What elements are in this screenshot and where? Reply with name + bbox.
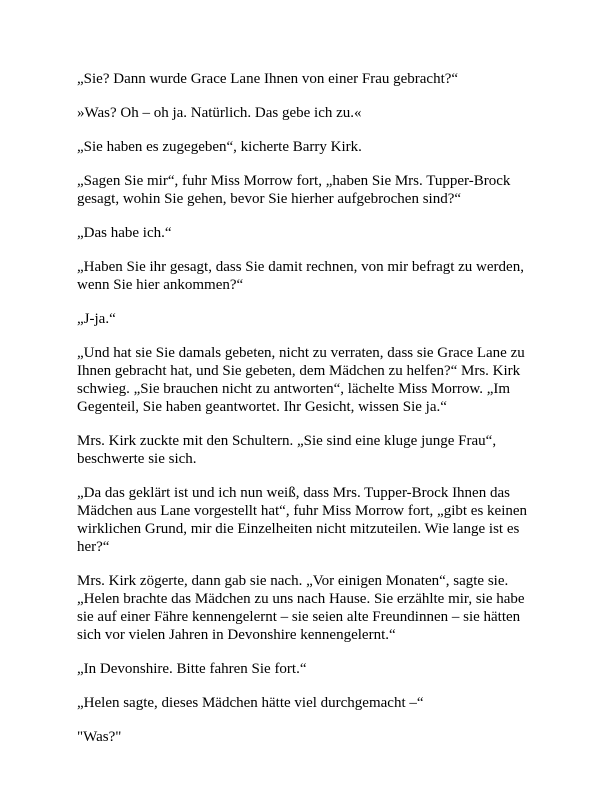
paragraph: Mrs. Kirk zögerte, dann gab sie nach. „Vor einigen Monaten“, sagte sie. „Helen brachte das Mädchen zu uns nach Hause. Sie erzählte mir, sie habe sie auf einer Fähre kennengelernt – sie seien alte Freundinnen – sie hätten sich vor vielen Jahren in Devonshire kennengelernt.“ [77,573,525,643]
paragraph: Mrs. Kirk zuckte mit den Schultern. „Sie sind eine kluge junge Frau“, beschwerte sie sich. [77,433,497,467]
paragraph: „In Devonshire. Bitte fahren Sie fort.“ [77,661,307,677]
paragraph: „Das habe ich.“ [77,225,172,241]
paragraph: „Sie haben es zugegeben“, kicherte Barry Kirk. [77,139,362,155]
paragraph: „Sagen Sie mir“, fuhr Miss Morrow fort, „haben Sie Mrs. Tupper-Brock gesagt, wohin Sie gehen, bevor Sie hierher aufgebrochen sind?“ [77,173,511,207]
paragraph: „J-ja.“ [77,311,116,327]
document-page [77,70,537,762]
paragraph: „Helen sagte, dieses Mädchen hätte viel durchgemacht –“ [77,695,424,711]
paragraph: »Was? Oh – oh ja. Natürlich. Das gebe ich zu.« [77,105,362,121]
paragraph: „Und hat sie Sie damals gebeten, nicht zu verraten, dass sie Grace Lane zu Ihnen gebracht hat, und Sie gebeten, dem Mädchen zu helfen?“ Mrs. Kirk schwieg. „Sie brauchen nicht zu antworten“, lächelte Miss Morrow. „Im Gegenteil, Sie haben geantwortet. Ihr Gesicht, wissen Sie ja.“ [77,345,525,415]
paragraph: "Was?" [77,729,122,745]
paragraph: „Sie? Dann wurde Grace Lane Ihnen von einer Frau gebracht?“ [77,71,459,87]
paragraph: „Da das geklärt ist und ich nun weiß, dass Mrs. Tupper-Brock Ihnen das Mädchen aus Lane vorgestellt hat“, fuhr Miss Morrow fort, „gibt es keinen wirklichen Grund, mir die Einzelheiten nicht mitzuteilen. Wie lange ist es her?“ [77,485,528,555]
paragraph: „Haben Sie ihr gesagt, dass Sie damit rechnen, von mir befragt zu werden, wenn Sie hier ankommen?“ [77,259,524,293]
